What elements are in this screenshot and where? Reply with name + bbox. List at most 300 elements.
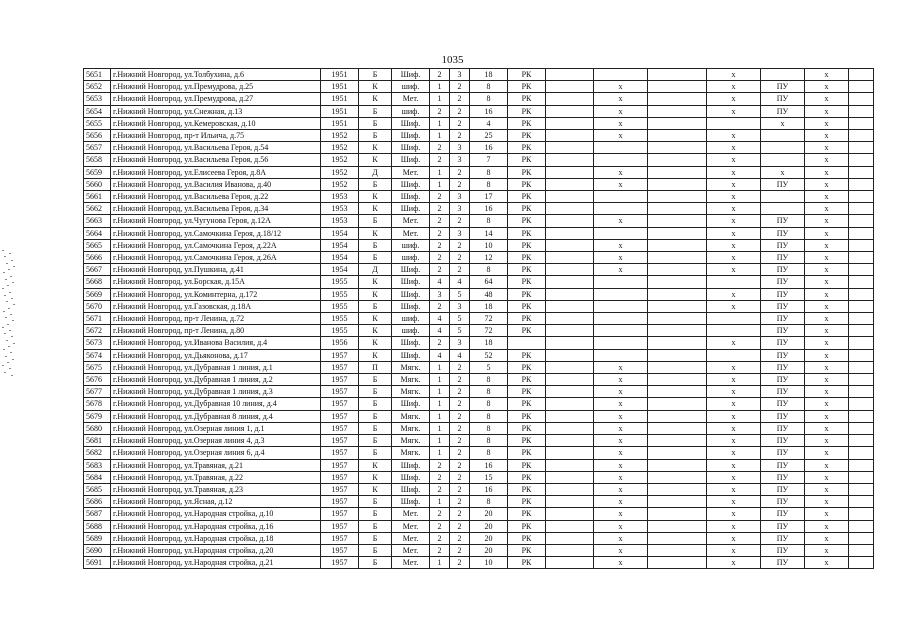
wall-material-cell: К: [359, 325, 392, 337]
col-blank-2-cell: [648, 374, 707, 386]
entrances-count-cell: 4: [450, 349, 470, 361]
table-row: [84, 215, 874, 227]
apartments-count-cell: 20: [470, 532, 508, 544]
col-mark-1-cell: x: [594, 374, 648, 386]
table-row: [84, 435, 874, 447]
col-blank-2-cell: [648, 544, 707, 556]
year-built-cell: 1952: [321, 166, 359, 178]
row-number-cell: 5684: [84, 471, 111, 483]
col-blank-1-cell: [546, 93, 594, 105]
col-status-cell: ПУ: [761, 435, 805, 447]
apartments-count-cell: 8: [470, 81, 508, 93]
entrances-count-cell: 5: [450, 325, 470, 337]
col-status-cell: ПУ: [761, 252, 805, 264]
trailing-empty-cell: [849, 447, 874, 459]
table-row: [84, 422, 874, 434]
address-cell: г.Нижний Новгород, ул.Народная стройка, д.10: [111, 508, 321, 520]
trailing-empty-cell: [849, 203, 874, 215]
table-row: [84, 105, 874, 117]
floors-count-cell: 1: [430, 447, 450, 459]
wall-material-cell: К: [359, 483, 392, 495]
wall-material-cell: К: [359, 337, 392, 349]
management-cell: РК: [508, 422, 546, 434]
col-mark-2-cell: x: [707, 178, 761, 190]
col-blank-2-cell: [648, 276, 707, 288]
floors-count-cell: 2: [430, 105, 450, 117]
entrances-count-cell: 2: [450, 215, 470, 227]
col-mark-1-cell: x: [594, 361, 648, 373]
col-blank-2-cell: [648, 483, 707, 495]
row-number-cell: 5665: [84, 239, 111, 251]
col-mark-3-cell: x: [805, 142, 849, 154]
year-built-cell: 1957: [321, 459, 359, 471]
col-status-cell: ПУ: [761, 544, 805, 556]
col-status-cell: [761, 69, 805, 81]
col-status-cell: ПУ: [761, 374, 805, 386]
apartments-count-cell: 7: [470, 154, 508, 166]
management-cell: РК: [508, 532, 546, 544]
address-cell: г.Нижний Новгород, ул.Самочкина Героя, д.26А: [111, 252, 321, 264]
roof-material-cell: шиф.: [392, 313, 430, 325]
apartments-count-cell: 8: [470, 386, 508, 398]
col-status-cell: ПУ: [761, 459, 805, 471]
roof-material-cell: Шиф.: [392, 203, 430, 215]
floors-count-cell: 2: [430, 191, 450, 203]
roof-material-cell: Мягк.: [392, 422, 430, 434]
col-blank-2-cell: [648, 178, 707, 190]
col-status-cell: ПУ: [761, 508, 805, 520]
row-number-cell: 5678: [84, 398, 111, 410]
row-number-cell: 5667: [84, 264, 111, 276]
col-mark-3-cell: x: [805, 105, 849, 117]
row-number-cell: 5658: [84, 154, 111, 166]
address-cell: г.Нижний Новгород, ул.Иванова Василия, д.4: [111, 337, 321, 349]
apartments-count-cell: 72: [470, 325, 508, 337]
entrances-count-cell: 4: [450, 276, 470, 288]
address-cell: г.Нижний Новгород, ул.Озерная линия 4, д.3: [111, 435, 321, 447]
col-status-cell: ПУ: [761, 349, 805, 361]
col-mark-1-cell: x: [594, 117, 648, 129]
entrances-count-cell: 2: [450, 520, 470, 532]
col-status-cell: x: [761, 166, 805, 178]
col-mark-3-cell: x: [805, 215, 849, 227]
apartments-count-cell: 64: [470, 276, 508, 288]
col-mark-3-cell: x: [805, 447, 849, 459]
col-blank-1-cell: [546, 483, 594, 495]
col-blank-1-cell: [546, 252, 594, 264]
floors-count-cell: 2: [430, 142, 450, 154]
row-number-cell: 5666: [84, 252, 111, 264]
col-mark-2-cell: x: [707, 459, 761, 471]
entrances-count-cell: 2: [450, 422, 470, 434]
year-built-cell: 1957: [321, 544, 359, 556]
col-mark-1-cell: x: [594, 81, 648, 93]
floors-count-cell: 1: [430, 410, 450, 422]
entrances-count-cell: 2: [450, 386, 470, 398]
management-cell: РК: [508, 313, 546, 325]
table-row: [84, 374, 874, 386]
wall-material-cell: Б: [359, 178, 392, 190]
roof-material-cell: Шиф.: [392, 191, 430, 203]
row-number-cell: 5679: [84, 410, 111, 422]
address-cell: г.Нижний Новгород, ул.Василия Иванова, д.40: [111, 178, 321, 190]
row-number-cell: 5671: [84, 313, 111, 325]
trailing-empty-cell: [849, 154, 874, 166]
col-blank-2-cell: [648, 166, 707, 178]
floors-count-cell: 1: [430, 166, 450, 178]
roof-material-cell: Шиф.: [392, 130, 430, 142]
col-mark-3-cell: x: [805, 252, 849, 264]
table-row: [84, 264, 874, 276]
address-cell: г.Нижний Новгород, ул.Народная стройка, д.18: [111, 532, 321, 544]
col-status-cell: ПУ: [761, 557, 805, 569]
wall-material-cell: К: [359, 142, 392, 154]
trailing-empty-cell: [849, 520, 874, 532]
col-blank-1-cell: [546, 459, 594, 471]
apartments-count-cell: 52: [470, 349, 508, 361]
col-mark-3-cell: x: [805, 374, 849, 386]
roof-material-cell: Шиф.: [392, 496, 430, 508]
col-blank-2-cell: [648, 313, 707, 325]
row-number-cell: 5682: [84, 447, 111, 459]
col-status-cell: ПУ: [761, 325, 805, 337]
apartments-count-cell: 18: [470, 337, 508, 349]
year-built-cell: 1951: [321, 81, 359, 93]
roof-material-cell: Мягк.: [392, 374, 430, 386]
address-cell: г.Нижний Новгород, ул.Премудрова, д.27: [111, 93, 321, 105]
entrances-count-cell: 2: [450, 117, 470, 129]
trailing-empty-cell: [849, 81, 874, 93]
year-built-cell: 1955: [321, 300, 359, 312]
management-cell: РК: [508, 81, 546, 93]
wall-material-cell: Б: [359, 374, 392, 386]
col-mark-1-cell: [594, 288, 648, 300]
col-blank-2-cell: [648, 288, 707, 300]
col-mark-1-cell: [594, 69, 648, 81]
col-mark-3-cell: x: [805, 117, 849, 129]
year-built-cell: 1955: [321, 325, 359, 337]
col-mark-3-cell: x: [805, 178, 849, 190]
col-blank-1-cell: [546, 117, 594, 129]
col-mark-3-cell: x: [805, 435, 849, 447]
apartments-count-cell: 8: [470, 178, 508, 190]
col-status-cell: ПУ: [761, 215, 805, 227]
table-row: [84, 130, 874, 142]
trailing-empty-cell: [849, 398, 874, 410]
col-blank-1-cell: [546, 191, 594, 203]
trailing-empty-cell: [849, 130, 874, 142]
floors-count-cell: 1: [430, 130, 450, 142]
col-mark-2-cell: x: [707, 422, 761, 434]
management-cell: РК: [508, 69, 546, 81]
col-blank-2-cell: [648, 227, 707, 239]
col-mark-3-cell: x: [805, 398, 849, 410]
wall-material-cell: Б: [359, 520, 392, 532]
col-blank-1-cell: [546, 544, 594, 556]
col-mark-2-cell: x: [707, 252, 761, 264]
table-row: [84, 191, 874, 203]
col-mark-1-cell: [594, 325, 648, 337]
management-cell: РК: [508, 191, 546, 203]
col-mark-3-cell: x: [805, 154, 849, 166]
col-blank-1-cell: [546, 435, 594, 447]
floors-count-cell: 2: [430, 300, 450, 312]
floors-count-cell: 4: [430, 276, 450, 288]
col-status-cell: ПУ: [761, 300, 805, 312]
col-status-cell: ПУ: [761, 483, 805, 495]
trailing-empty-cell: [849, 142, 874, 154]
table-row: [84, 361, 874, 373]
trailing-empty-cell: [849, 166, 874, 178]
col-status-cell: ПУ: [761, 337, 805, 349]
col-mark-1-cell: [594, 313, 648, 325]
wall-material-cell: Б: [359, 69, 392, 81]
scan-edge-artifact: [2, 250, 16, 380]
roof-material-cell: Мягк.: [392, 361, 430, 373]
year-built-cell: 1955: [321, 276, 359, 288]
floors-count-cell: 2: [430, 203, 450, 215]
col-mark-1-cell: x: [594, 410, 648, 422]
roof-material-cell: Шиф.: [392, 398, 430, 410]
col-blank-2-cell: [648, 239, 707, 251]
col-mark-2-cell: x: [707, 361, 761, 373]
col-blank-2-cell: [648, 81, 707, 93]
col-blank-2-cell: [648, 349, 707, 361]
col-mark-2-cell: x: [707, 105, 761, 117]
apartments-count-cell: 8: [470, 422, 508, 434]
address-cell: г.Нижний Новгород, ул.Самочкина Героя, д.22А: [111, 239, 321, 251]
roof-material-cell: шиф.: [392, 239, 430, 251]
col-mark-2-cell: x: [707, 154, 761, 166]
year-built-cell: 1957: [321, 447, 359, 459]
col-status-cell: ПУ: [761, 93, 805, 105]
wall-material-cell: К: [359, 154, 392, 166]
address-cell: г.Нижний Новгород, ул.Озерная линия 1, д.1: [111, 422, 321, 434]
wall-material-cell: К: [359, 203, 392, 215]
row-number-cell: 5664: [84, 227, 111, 239]
floors-count-cell: 2: [430, 154, 450, 166]
col-mark-1-cell: [594, 142, 648, 154]
trailing-empty-cell: [849, 252, 874, 264]
col-mark-1-cell: x: [594, 447, 648, 459]
trailing-empty-cell: [849, 496, 874, 508]
address-cell: г.Нижний Новгород, пр-т Ильича, д.75: [111, 130, 321, 142]
year-built-cell: 1951: [321, 105, 359, 117]
address-cell: г.Нижний Новгород, ул.Травяная, д.23: [111, 483, 321, 495]
entrances-count-cell: 2: [450, 252, 470, 264]
col-blank-1-cell: [546, 471, 594, 483]
address-cell: г.Нижний Новгород, ул.Васильева Героя, д.34: [111, 203, 321, 215]
floors-count-cell: 1: [430, 374, 450, 386]
address-cell: г.Нижний Новгород, ул.Дубравная 1 линия, д.2: [111, 374, 321, 386]
table-row: [84, 459, 874, 471]
col-mark-2-cell: x: [707, 471, 761, 483]
wall-material-cell: П: [359, 361, 392, 373]
roof-material-cell: Мет.: [392, 508, 430, 520]
col-blank-1-cell: [546, 398, 594, 410]
trailing-empty-cell: [849, 325, 874, 337]
col-mark-3-cell: x: [805, 288, 849, 300]
row-number-cell: 5677: [84, 386, 111, 398]
management-cell: РК: [508, 117, 546, 129]
wall-material-cell: К: [359, 191, 392, 203]
floors-count-cell: 2: [430, 337, 450, 349]
row-number-cell: 5661: [84, 191, 111, 203]
row-number-cell: 5686: [84, 496, 111, 508]
roof-material-cell: Шиф.: [392, 337, 430, 349]
address-cell: г.Нижний Новгород, ул.Ясная, д.12: [111, 496, 321, 508]
col-blank-2-cell: [648, 496, 707, 508]
col-mark-3-cell: x: [805, 300, 849, 312]
entrances-count-cell: 3: [450, 227, 470, 239]
table-row: [84, 117, 874, 129]
col-blank-1-cell: [546, 105, 594, 117]
col-blank-2-cell: [648, 252, 707, 264]
table-row: [84, 227, 874, 239]
roof-material-cell: Мет.: [392, 520, 430, 532]
col-blank-1-cell: [546, 227, 594, 239]
col-status-cell: [761, 130, 805, 142]
roof-material-cell: Шиф.: [392, 142, 430, 154]
table-row: [84, 349, 874, 361]
row-number-cell: 5676: [84, 374, 111, 386]
table-row: [84, 178, 874, 190]
year-built-cell: 1957: [321, 374, 359, 386]
col-blank-2-cell: [648, 508, 707, 520]
col-mark-2-cell: [707, 349, 761, 361]
table-row: [84, 81, 874, 93]
entrances-count-cell: 2: [450, 93, 470, 105]
col-mark-1-cell: x: [594, 483, 648, 495]
entrances-count-cell: 3: [450, 154, 470, 166]
col-mark-2-cell: x: [707, 520, 761, 532]
row-number-cell: 5663: [84, 215, 111, 227]
management-cell: РК: [508, 93, 546, 105]
apartments-count-cell: 16: [470, 142, 508, 154]
entrances-count-cell: 2: [450, 483, 470, 495]
col-status-cell: ПУ: [761, 105, 805, 117]
apartments-count-cell: 72: [470, 313, 508, 325]
col-blank-1-cell: [546, 69, 594, 81]
col-blank-1-cell: [546, 325, 594, 337]
entrances-count-cell: 2: [450, 178, 470, 190]
address-cell: г.Нижний Новгород, ул.Толбухина, д.6: [111, 69, 321, 81]
roof-material-cell: шиф.: [392, 81, 430, 93]
management-cell: РК: [508, 203, 546, 215]
address-cell: г.Нижний Новгород, ул.Народная стройка, д.16: [111, 520, 321, 532]
management-cell: РК: [508, 325, 546, 337]
year-built-cell: 1957: [321, 520, 359, 532]
table-row: [84, 532, 874, 544]
roof-material-cell: Мет.: [392, 215, 430, 227]
trailing-empty-cell: [849, 532, 874, 544]
col-mark-3-cell: x: [805, 191, 849, 203]
year-built-cell: 1957: [321, 361, 359, 373]
management-cell: РК: [508, 130, 546, 142]
address-cell: г.Нижний Новгород, ул.Дубравная 1 линия, д.1: [111, 361, 321, 373]
row-number-cell: 5660: [84, 178, 111, 190]
roof-material-cell: Шиф.: [392, 117, 430, 129]
col-status-cell: ПУ: [761, 386, 805, 398]
wall-material-cell: Б: [359, 508, 392, 520]
apartments-count-cell: 20: [470, 520, 508, 532]
entrances-count-cell: 2: [450, 166, 470, 178]
apartments-count-cell: 8: [470, 435, 508, 447]
year-built-cell: 1952: [321, 178, 359, 190]
col-status-cell: [761, 203, 805, 215]
row-number-cell: 5651: [84, 69, 111, 81]
col-status-cell: ПУ: [761, 398, 805, 410]
row-number-cell: 5683: [84, 459, 111, 471]
table-row: [84, 520, 874, 532]
col-blank-2-cell: [648, 325, 707, 337]
wall-material-cell: Б: [359, 105, 392, 117]
table-row: [84, 93, 874, 105]
col-blank-2-cell: [648, 386, 707, 398]
col-status-cell: ПУ: [761, 288, 805, 300]
col-mark-3-cell: x: [805, 532, 849, 544]
entrances-count-cell: 2: [450, 435, 470, 447]
trailing-empty-cell: [849, 93, 874, 105]
col-blank-2-cell: [648, 69, 707, 81]
col-mark-3-cell: x: [805, 410, 849, 422]
trailing-empty-cell: [849, 276, 874, 288]
year-built-cell: 1952: [321, 130, 359, 142]
entrances-count-cell: 2: [450, 496, 470, 508]
col-mark-3-cell: x: [805, 483, 849, 495]
col-mark-3-cell: x: [805, 239, 849, 251]
entrances-count-cell: 3: [450, 191, 470, 203]
col-blank-2-cell: [648, 361, 707, 373]
floors-count-cell: 2: [430, 215, 450, 227]
col-mark-1-cell: x: [594, 508, 648, 520]
entrances-count-cell: 2: [450, 264, 470, 276]
col-mark-2-cell: x: [707, 203, 761, 215]
address-cell: г.Нижний Новгород, ул.Травяная, д.22: [111, 471, 321, 483]
roof-material-cell: Мет.: [392, 557, 430, 569]
col-mark-1-cell: [594, 227, 648, 239]
year-built-cell: 1957: [321, 496, 359, 508]
row-number-cell: 5672: [84, 325, 111, 337]
row-number-cell: 5669: [84, 288, 111, 300]
row-number-cell: 5656: [84, 130, 111, 142]
apartments-count-cell: 8: [470, 264, 508, 276]
col-mark-3-cell: x: [805, 276, 849, 288]
col-blank-1-cell: [546, 496, 594, 508]
year-built-cell: 1957: [321, 508, 359, 520]
col-status-cell: ПУ: [761, 410, 805, 422]
wall-material-cell: Б: [359, 557, 392, 569]
entrances-count-cell: 2: [450, 130, 470, 142]
wall-material-cell: Б: [359, 398, 392, 410]
wall-material-cell: Б: [359, 300, 392, 312]
col-status-cell: [761, 142, 805, 154]
floors-count-cell: 1: [430, 178, 450, 190]
col-mark-3-cell: x: [805, 508, 849, 520]
row-number-cell: 5673: [84, 337, 111, 349]
year-built-cell: 1957: [321, 532, 359, 544]
roof-material-cell: Мет.: [392, 544, 430, 556]
housing-registry-table: [83, 68, 874, 569]
apartments-count-cell: 8: [470, 215, 508, 227]
floors-count-cell: 2: [430, 252, 450, 264]
year-built-cell: 1955: [321, 288, 359, 300]
year-built-cell: 1954: [321, 239, 359, 251]
wall-material-cell: Б: [359, 447, 392, 459]
col-status-cell: ПУ: [761, 422, 805, 434]
management-cell: РК: [508, 447, 546, 459]
trailing-empty-cell: [849, 191, 874, 203]
